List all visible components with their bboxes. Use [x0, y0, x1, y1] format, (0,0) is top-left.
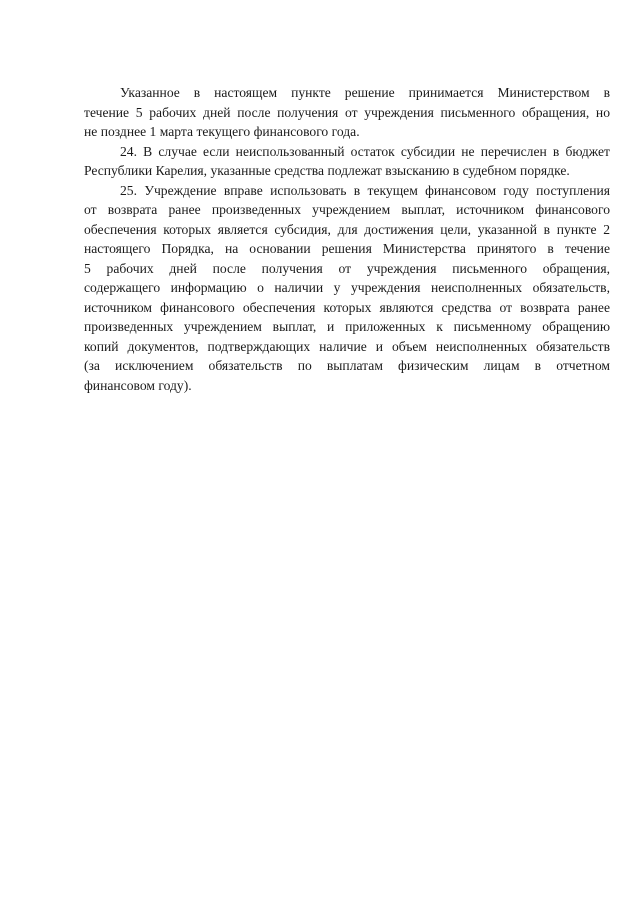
text-line: обеспечения которых является субсидия, для достижения цели, указанной в пункте 2 [84, 221, 610, 237]
text-line: 5 рабочих дней после получения от учреждения письменного обращения, [84, 260, 610, 276]
text-line: финансовом году). [84, 377, 192, 393]
text-line: копий документов, подтверждающих наличие и объем неисполненных обязательств [84, 338, 610, 354]
text-line: Республики Карелия, указанные средства подлежат взысканию в судебном порядке. [84, 163, 570, 178]
text-line: настоящего Порядка, на основании решения Министерства принятого в течение [84, 241, 610, 256]
text-line: содержащего информацию о наличии у учреждения неисполненных обязательств, [84, 280, 610, 295]
text-line: Указанное в настоящем пункте решение принимается Министерством в [120, 85, 610, 100]
text-line: произведенных учреждением выплат, и приложенных к письменному обращению [84, 319, 610, 334]
text-line: источником финансового обеспечения которых являются средства от возврата ранее [84, 299, 610, 315]
paragraph-decision [84, 83, 610, 142]
text-line: не позднее 1 марта текущего финансового года. [84, 124, 360, 139]
document-body [84, 83, 610, 395]
text-line: 25. Учреждение вправе использовать в текущем финансовом году поступления [120, 182, 610, 198]
text-line: течение 5 рабочих дней после получения от учреждения письменного обращения, но [84, 104, 610, 120]
text-line: (за исключением обязательств по выплатам физическим лицам в отчетном [84, 358, 610, 373]
paragraph-24 [84, 142, 610, 181]
text-line: от возврата ранее произведенных учреждением выплат, источником финансового [84, 202, 610, 217]
paragraph-25 [84, 181, 610, 396]
text-line: 24. В случае если неиспользованный остаток субсидии не перечислен в бюджет [120, 143, 610, 159]
